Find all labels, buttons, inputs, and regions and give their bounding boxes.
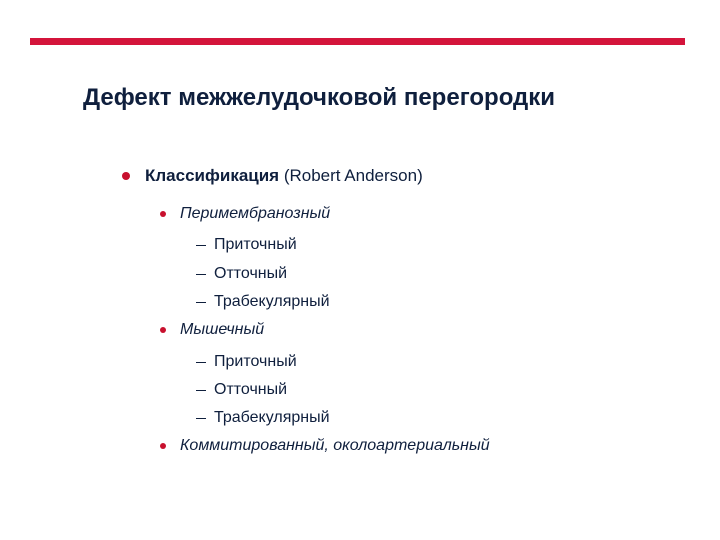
- sub-item: [196, 381, 287, 399]
- classification-label: Классификация: [145, 166, 280, 185]
- sub-item-label: Отточный: [214, 265, 288, 282]
- bullet-committed: [160, 437, 490, 455]
- sub-item-label: Приточный: [214, 353, 297, 370]
- dash-marker: [196, 274, 206, 275]
- bullet-perimembranous: [160, 205, 330, 223]
- sub-item-label: Приточный: [214, 236, 297, 253]
- top-accent-bar: [30, 38, 685, 45]
- sub-item: [196, 265, 287, 283]
- sub-item: [196, 236, 297, 254]
- group-label: Мышечный: [180, 321, 265, 338]
- slide-title: Дефект межжелудочковой перегородки: [83, 84, 556, 111]
- classification-source: (Robert Anderson): [279, 166, 423, 185]
- dash-marker: [196, 418, 206, 419]
- bullet-dot: [160, 443, 166, 449]
- sub-item: [196, 409, 330, 427]
- sub-item: [196, 353, 297, 371]
- group-label: Перимембранозный: [180, 205, 331, 222]
- classification-text: [145, 166, 423, 186]
- dash-marker: [196, 302, 206, 303]
- sub-item-label: Трабекулярный: [214, 409, 330, 426]
- dash-marker: [196, 390, 206, 391]
- dash-marker: [196, 362, 206, 363]
- bullet-dot: [122, 172, 130, 180]
- bullet-dot: [160, 211, 166, 217]
- bullet-classification: [122, 166, 423, 186]
- sub-item-label: Трабекулярный: [214, 293, 330, 310]
- dash-marker: [196, 245, 206, 246]
- group-label: Коммитированный, околоартериальный: [180, 437, 490, 454]
- sub-item: [196, 293, 330, 311]
- sub-item-label: Отточный: [214, 381, 288, 398]
- bullet-dot: [160, 327, 166, 333]
- bullet-muscular: [160, 321, 264, 339]
